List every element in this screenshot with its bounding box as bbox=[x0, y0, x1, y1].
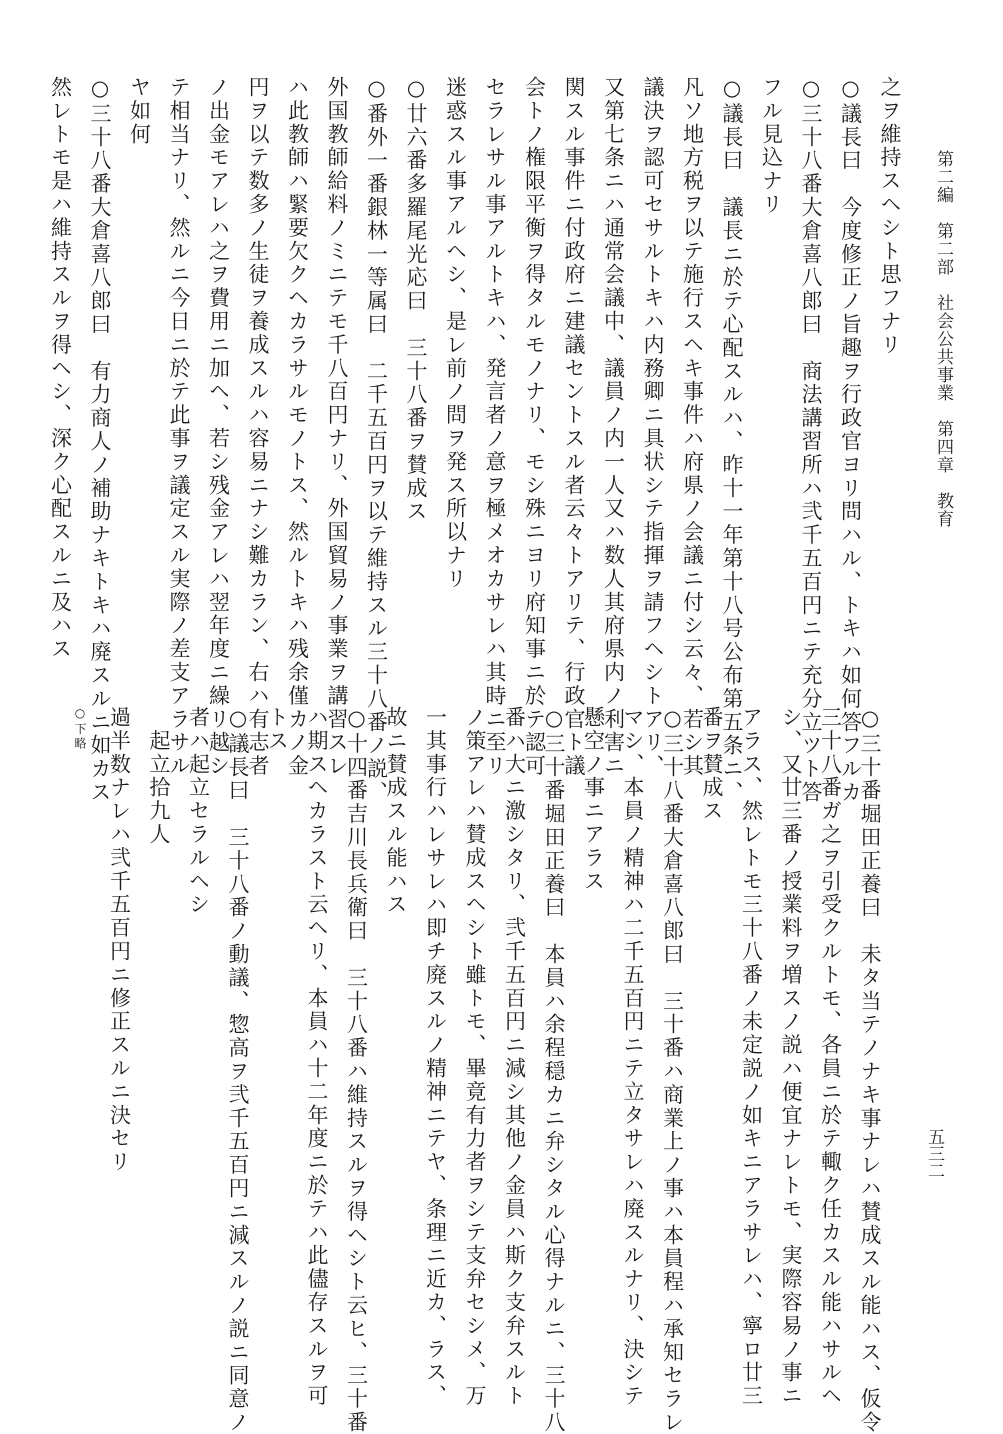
text-line: 円ヲ以テ数多ノ生徒ヲ養成スルハ容易ニナシ難カラン、右ハ有志者 bbox=[246, 76, 270, 778]
text-line: ○番外一番銀林一等属曰 二千五百円ヲ以テ維持スル三十八番ノ説、 bbox=[364, 76, 389, 805]
text-line: ノ出金モアレハ之ヲ費用ニ加ヘ、若シ残金アレハ翌年度ニ繰リ越シ bbox=[206, 76, 231, 778]
text-line: 三十八番ガ之ヲ引受クルトモ、各員ニ於テ輙ク任カスル能ハサルヘ bbox=[818, 706, 843, 1408]
text-line: 迷惑スル事アルヘシ、是レ前ノ問ヲ発ス所以ナリ bbox=[443, 76, 468, 591]
running-header: 第二編 第二部 社会公共事業 第四章 教育 bbox=[933, 150, 953, 528]
text-line: 議決ヲ認可セサルトキハ内務卿ニ具状シテ指揮ヲ請フヘシトアリ、 bbox=[641, 76, 665, 778]
text-line: ○廿六番多羅尾光応曰 三十八番ヲ賛成ス bbox=[404, 76, 428, 524]
text-line: ヤ如何 bbox=[127, 76, 152, 147]
text-line: 之ヲ維持スヘシト思フナリ bbox=[878, 76, 902, 357]
text-line: 外国教師給料ノミニテモ千八百円ナリ、外国貿易ノ事業ヲ講習スレ bbox=[325, 76, 349, 778]
text-line: ○三十番堀田正養曰 本員ハ余程穏カニ弁シタル心得ナルニ、三十八 bbox=[542, 706, 566, 1434]
text-line: 凡ソ地方税ヲ以テ施行スヘキ事件ハ府県ノ会議ニ付シ云々、若シ其 bbox=[680, 76, 705, 778]
footnote: ○下略 bbox=[73, 706, 87, 752]
text-line: ○三十八番大倉喜八郎曰 有力商人ノ補助ナキトキハ廃スルニ如カス bbox=[88, 76, 112, 805]
text-line: アラス、然レトモ三十八番ノ未定説ノ如キニアラサレハ、寧ロ廿三 bbox=[739, 706, 764, 1408]
text-line: 一其事行ハレサレハ即チ廃スルノ精神ニテヤ、条理ニ近カ、ラス、 bbox=[423, 706, 448, 1408]
text-line: 関スル事件ニ付政府ニ建議セントスル者云々トアリテ、行政官ト議 bbox=[562, 76, 586, 778]
text-line: 起立拾九人 bbox=[147, 706, 171, 847]
text-line: シ、又廿三番ノ授業料ヲ増スノ説ハ便宜ナレトモ、実際容易ノ事ニ bbox=[779, 706, 803, 1408]
text-line: 番ハ大ニ激シタリ、弐千五百円ニ減シ其他ノ金員ハ斯ク支弁スルト bbox=[502, 706, 527, 1408]
text-line: フル見込ナリ bbox=[759, 76, 784, 217]
text-line: 過半数ナレハ弐千五百円ニ修正スルニ決セリ bbox=[107, 706, 132, 1174]
text-line: ハ期スヘカラスト云ヘリ、本員ハ十二年度ニ於テハ此儘存スルヲ可 bbox=[305, 706, 329, 1408]
text-line: ○議長曰 今度修正ノ旨趣ヲ行政官ヨリ問ハル、トキハ如何答フルカ bbox=[838, 76, 863, 805]
text-line: ○十四番吉川長兵衛曰 三十八番ハ維持スルヲ得ヘシト云ヒ、三十番 bbox=[344, 706, 369, 1434]
text-line: 然レトモ是ハ維持スルヲ得ヘシ、深ク心配スルニ及ハス bbox=[48, 76, 73, 661]
text-line: セラレサル事アルトキハ、発言者ノ意ヲ極メオカサレハ其時ニ至リ bbox=[483, 76, 507, 778]
text-line: マシ、本員ノ精神ハ二千五百円ニテ立タサレハ廃スルナリ、決シテ bbox=[621, 706, 645, 1408]
text-line: 者ハ起立セラルヘシ bbox=[186, 706, 211, 917]
page-number: 五三二 bbox=[924, 1128, 944, 1179]
text-line: ○三十八番大倉喜八郎曰 三十番ハ商業上ノ事ハ本員程ハ承知セラレ bbox=[660, 706, 685, 1434]
text-line: ハ此教師ハ緊要欠クヘカラサルモノトス、然ルトキハ残余僅カノ金 bbox=[285, 76, 310, 778]
lower-text-block bbox=[60, 706, 890, 1434]
text-line: ○三十八番大倉喜八郎曰 商法講習所ハ弐千五百円ニテ充分立ツト答 bbox=[799, 76, 823, 805]
text-line: ○三十番堀田正養曰 未タ当テノナキ事ナレハ賛成スル能ハス、仮令 bbox=[858, 706, 882, 1434]
text-line: ○議長曰 議長ニ於テ心配スルハ、昨十一年第十八号公布第五条ニ、 bbox=[720, 76, 744, 805]
text-line: 会トノ権限平衡ヲ得タルモノナリ、モシ殊ニヨリ府知事ニ於テ認可 bbox=[522, 76, 547, 778]
text-line: 又第七条ニハ通常会議中、議員ノ内一人又ハ数人其府県内ノ利害ニ bbox=[601, 76, 626, 778]
text-line: 懸空ノ事ニアラス bbox=[581, 706, 606, 894]
text-line: ノ策アレハ賛成スヘシト雖トモ、畢竟有力者ヲシテ支弁セシメ、万 bbox=[463, 706, 487, 1408]
text-line: テ相当ナリ、然ルニ今日ニ於テ此事ヲ議定スル実際ノ差支アラサル bbox=[167, 76, 191, 778]
text-line: 故ニ賛成スル能ハス bbox=[384, 706, 408, 917]
text-line: トス bbox=[265, 706, 290, 753]
text-line: 番ヲ賛成ス bbox=[700, 706, 724, 823]
text-line: ○議長曰 三十八番ノ動議、惣高ヲ弐千五百円ニ減スルノ説ニ同意ノ bbox=[226, 706, 250, 1434]
